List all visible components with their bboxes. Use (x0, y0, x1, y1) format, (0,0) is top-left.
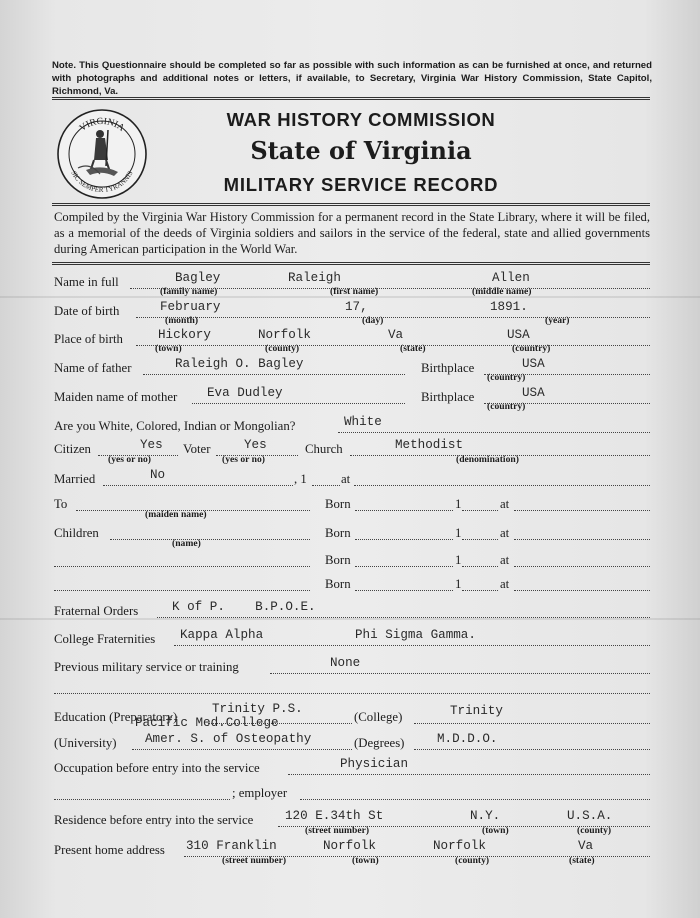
university-label: (University) (54, 736, 117, 750)
prev-military-value: None (330, 656, 361, 670)
child2-year-line (462, 566, 498, 567)
mother-birthplace-label: Birthplace (421, 390, 475, 404)
town-sub: (town) (155, 343, 182, 354)
married-at-label: at (341, 472, 351, 486)
voter-label: Voter (183, 442, 211, 456)
married-line (103, 485, 293, 486)
college-value: Trinity (450, 704, 503, 718)
family-name-sub: (family name) (160, 286, 218, 297)
virginia-seal-icon (56, 108, 148, 200)
to-born-label: Born (325, 497, 351, 511)
year-sub: (year) (545, 315, 570, 326)
residence-label: Residence before entry into the service (54, 813, 254, 827)
dob-label: Date of birth (54, 304, 120, 318)
home-state-sub: (state) (569, 855, 595, 866)
child-name-sub: (name) (172, 538, 201, 549)
child2-at-label: at (500, 553, 510, 567)
father-country-sub: (country) (487, 372, 526, 383)
employer-line (300, 799, 650, 800)
residence-town-value: N.Y. (470, 809, 501, 823)
university-value-1: Pacific Med.College (135, 716, 279, 730)
race-line (338, 432, 650, 433)
home-address-label: Present home address (54, 843, 165, 857)
pob-state-value: Va (388, 328, 404, 342)
residence-town-sub: (town) (482, 825, 509, 836)
residence-street-value: 120 E.34th St (285, 809, 384, 823)
married-value: No (150, 468, 166, 482)
seal-top-text: VIRGINIA (78, 116, 126, 134)
father-line (143, 374, 405, 375)
child1-at-label: at (500, 526, 510, 540)
children-label: Children (54, 526, 99, 540)
church-label: Church (305, 442, 343, 456)
dob-month-value: February (160, 300, 221, 314)
voter-sub: (yes or no) (222, 454, 265, 465)
university-value-2: Amer. S. of Osteopathy (145, 732, 312, 746)
family-name-value: Bagley (175, 271, 221, 285)
race-label: Are you White, Colored, Indian or Mongolian? (54, 419, 296, 433)
to-born-year-prefix: 1 (455, 497, 462, 511)
occupation-label: Occupation before entry into the service (54, 761, 260, 775)
maiden-name-sub: (maiden name) (145, 509, 207, 520)
prev-military-label: Previous military service or training (54, 660, 239, 674)
child3-born-label: Born (325, 577, 351, 591)
pob-country-value: USA (507, 328, 530, 342)
occupation-line (288, 774, 650, 775)
top-rule (52, 99, 650, 100)
prev-military-line (270, 673, 650, 674)
father-birthplace-value: USA (522, 357, 545, 371)
denomination-sub: (denomination) (456, 454, 519, 465)
employer-label: ; employer (232, 786, 288, 800)
to-born-year-line (462, 510, 498, 511)
name-label: Name in full (54, 275, 119, 289)
child3-born-line (355, 590, 453, 591)
residence-county-value: U.S.A. (567, 809, 613, 823)
fraternal-line (157, 617, 650, 618)
married-label: Married (54, 472, 96, 486)
month-sub: (month) (165, 315, 199, 326)
child2-year-prefix: 1 (455, 553, 462, 567)
degrees-line (414, 749, 650, 750)
married-year-line (312, 485, 340, 486)
child3-year-line (462, 590, 498, 591)
to-born-at-label: at (500, 497, 510, 511)
prev-military-line-2 (54, 693, 650, 694)
county-sub: (county) (265, 343, 300, 354)
college-line (414, 723, 650, 724)
pob-town-value: Hickory (158, 328, 211, 342)
state-sub: (state) (400, 343, 426, 354)
residence-street-sub: (street number) (305, 825, 370, 836)
header-commission-title: WAR HISTORY COMMISSION (226, 109, 496, 130)
child1-place-line (514, 539, 650, 540)
race-value: White (344, 415, 382, 429)
to-born-place-line (514, 510, 650, 511)
children-line-2 (54, 566, 310, 567)
middle-name-value: Allen (492, 271, 530, 285)
first-name-sub: (first name) (330, 286, 379, 297)
college-frat-label: College Fraternities (54, 632, 156, 646)
header-rule (52, 205, 650, 206)
child3-year-prefix: 1 (455, 577, 462, 591)
mother-value: Eva Dudley (207, 386, 283, 400)
degrees-label: (Degrees) (354, 736, 405, 750)
citizen-sub: (yes or no) (108, 454, 151, 465)
child3-at-label: at (500, 577, 510, 591)
fraternal-value: K of P. B.P.O.E. (172, 600, 316, 614)
education-label: Education (Preparatory) (54, 710, 178, 724)
child1-born-label: Born (325, 526, 351, 540)
child1-born-line (355, 539, 453, 540)
prep-value: Trinity P.S. (212, 702, 303, 716)
employer-blank-line (54, 799, 230, 800)
to-born-line (355, 510, 453, 511)
intro-rule (52, 264, 650, 265)
dob-year-value: 1891. (490, 300, 528, 314)
country-sub: (country) (512, 343, 551, 354)
seal-motto: SIC SEMPER TYRANNIS (69, 169, 135, 195)
citizen-label: Citizen (54, 442, 91, 456)
mother-line (192, 403, 405, 404)
intro-rule (52, 262, 650, 263)
header-state-title: State of Virginia (250, 136, 472, 165)
father-birthplace-label: Birthplace (421, 361, 475, 375)
home-town-value: Norfolk (323, 839, 376, 853)
mother-country-sub: (country) (487, 401, 526, 412)
pob-line (136, 345, 650, 346)
note-paragraph: Note. This Questionnaire should be completed so far as possible with such information as can be furnished at once, and returned with photographs and additional notes or letters, if available, to Secretary, Virginia War History Commission, State Capitol, Richmond, Va. (52, 60, 652, 97)
pob-label: Place of birth (54, 332, 123, 346)
voter-value: Yes (244, 438, 267, 452)
child1-year-prefix: 1 (455, 526, 462, 540)
home-town-sub: (town) (352, 855, 379, 866)
pob-county-value: Norfolk (258, 328, 311, 342)
married-year-prefix: , 1 (294, 472, 307, 486)
child2-born-line (355, 566, 453, 567)
intro-paragraph: Compiled by the Virginia War History Commission for a permanent record in the State Library, where it will be filed, as a memorial of the deeds of Virginia soldiers and sailors in the service of the federal, state and allied governments during American participation in the World War. (54, 210, 650, 256)
header-record-title: MILITARY SERVICE RECORD (223, 174, 499, 195)
dob-day-value: 17, (345, 300, 368, 314)
father-label: Name of father (54, 361, 132, 375)
college-label: (College) (354, 710, 403, 724)
children-line-3 (54, 590, 310, 591)
dob-line (136, 317, 650, 318)
child3-place-line (514, 590, 650, 591)
home-county-value: Norfolk (433, 839, 486, 853)
middle-name-sub: (middle name) (472, 286, 532, 297)
mother-label: Maiden name of mother (54, 390, 178, 404)
home-state-value: Va (578, 839, 594, 853)
college-frat-value-1: Kappa Alpha (180, 628, 264, 642)
children-line-1 (110, 539, 310, 540)
residence-county-sub: (county) (577, 825, 612, 836)
home-street-sub: (street number) (222, 855, 287, 866)
fraternal-label: Fraternal Orders (54, 604, 139, 618)
father-value: Raleigh O. Bagley (175, 357, 304, 371)
university-line (132, 749, 352, 750)
child1-year-line (462, 539, 498, 540)
to-label: To (54, 497, 68, 511)
college-frat-value-2: Phi Sigma Gamma. (355, 628, 476, 642)
child2-place-line (514, 566, 650, 567)
top-rule (52, 97, 650, 98)
church-value: Methodist (395, 438, 464, 452)
married-place-line (354, 485, 650, 486)
home-street-value: 310 Franklin (186, 839, 277, 853)
mother-birthplace-value: USA (522, 386, 545, 400)
header-rule (52, 203, 650, 204)
degrees-value: M.D.D.O. (437, 732, 498, 746)
day-sub: (day) (362, 315, 384, 326)
occupation-value: Physician (340, 757, 409, 771)
first-name-value: Raleigh (288, 271, 341, 285)
college-frat-line (174, 645, 650, 646)
home-county-sub: (county) (455, 855, 490, 866)
citizen-value: Yes (140, 438, 163, 452)
child2-born-label: Born (325, 553, 351, 567)
